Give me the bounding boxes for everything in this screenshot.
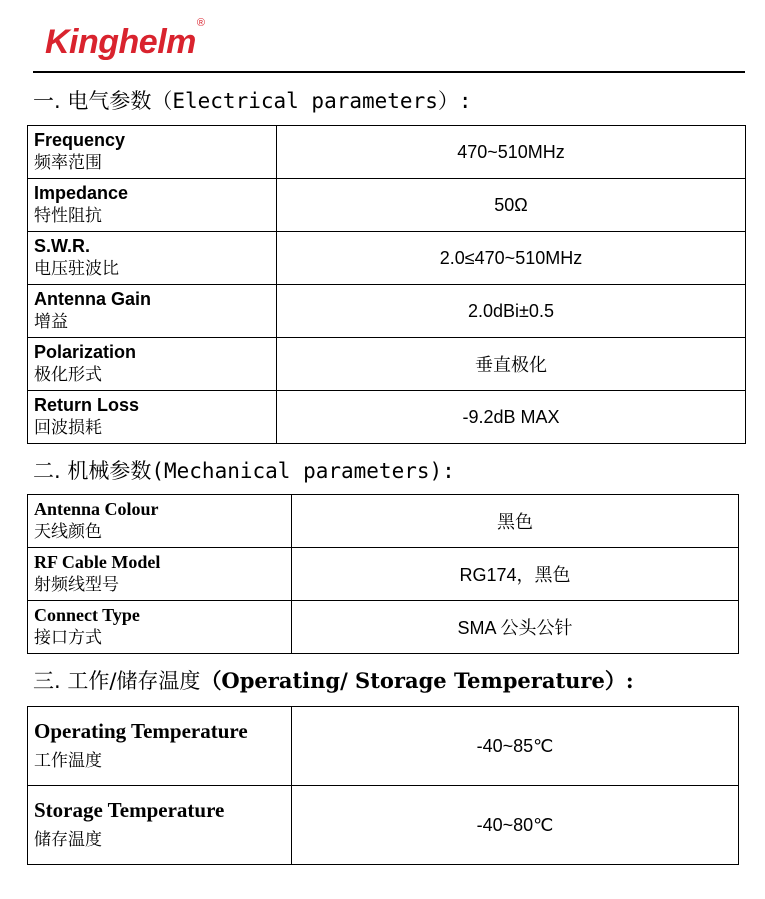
param-name-zh: 工作温度 xyxy=(34,751,102,771)
table-row xyxy=(28,391,746,444)
param-name-zh: 增益 xyxy=(34,312,68,332)
param-name-en: Antenna Gain xyxy=(34,289,152,309)
param-name-en: S.W.R. xyxy=(34,236,91,256)
param-value: 黑色 xyxy=(292,495,739,548)
param-value: RG174，黑色 xyxy=(292,548,739,601)
electrical-heading xyxy=(33,88,472,114)
temperature-heading-en: （Operating/ Storage Temperature）: xyxy=(200,668,634,693)
param-value: -40~80℃ xyxy=(292,786,739,865)
param-name-en: Impedance xyxy=(34,183,129,203)
param-name-zh: 特性阻抗 xyxy=(34,206,102,226)
electrical-heading-cn: 一. 电气参数 xyxy=(33,89,152,113)
param-value: 2.0dBi±0.5 xyxy=(277,285,746,338)
table-row xyxy=(28,786,739,865)
param-value: SMA 公头公针 xyxy=(292,601,739,654)
param-name-zh: 射频线型号 xyxy=(34,575,119,595)
param-name-zh: 频率范围 xyxy=(34,153,102,173)
param-label xyxy=(28,338,277,391)
temperature-table xyxy=(27,706,739,865)
param-name-en: Antenna Colour xyxy=(34,499,159,519)
param-name-zh: 回波损耗 xyxy=(34,418,102,438)
param-value: 470~510MHz xyxy=(277,126,746,179)
param-name-en: Connect Type xyxy=(34,605,140,625)
param-label xyxy=(28,786,292,865)
param-name-en: Return Loss xyxy=(34,395,140,415)
param-label xyxy=(28,707,292,786)
param-name-en: Polarization xyxy=(34,342,137,362)
param-value: 2.0≤470~510MHz xyxy=(277,232,746,285)
param-value: -9.2dB MAX xyxy=(277,391,746,444)
table-row xyxy=(28,495,739,548)
param-name-zh: 极化形式 xyxy=(34,365,102,385)
param-name-zh: 电压驻波比 xyxy=(34,259,119,279)
table-row xyxy=(28,232,746,285)
param-name-en: Frequency xyxy=(34,130,126,150)
header-divider xyxy=(33,71,745,73)
param-value: 垂直极化 xyxy=(277,338,746,391)
table-row xyxy=(28,548,739,601)
electrical-heading-en: （Electrical parameters）: xyxy=(151,89,472,113)
param-label xyxy=(28,548,292,601)
temperature-heading-cn: 三. 工作/储存温度 xyxy=(33,669,201,693)
param-label xyxy=(28,391,277,444)
param-value: 50Ω xyxy=(277,179,746,232)
table-row xyxy=(28,601,739,654)
param-name-en: Storage Temperature xyxy=(34,798,225,822)
param-name-zh: 储存温度 xyxy=(34,830,102,850)
kinghelm-logo xyxy=(45,17,205,62)
table-row xyxy=(28,285,746,338)
brand-name: Kinghelm xyxy=(45,23,196,61)
mechanical-heading-cn: 二. 机械参数 xyxy=(33,459,152,483)
registered-mark: ® xyxy=(196,17,205,29)
param-label xyxy=(28,495,292,548)
table-row xyxy=(28,179,746,232)
param-label xyxy=(28,126,277,179)
param-label xyxy=(28,232,277,285)
param-label xyxy=(28,601,292,654)
table-row xyxy=(28,126,746,179)
temperature-heading xyxy=(33,668,634,694)
param-name-zh: 接口方式 xyxy=(34,628,102,648)
param-name-en: Operating Temperature xyxy=(34,719,248,743)
param-value: -40~85℃ xyxy=(292,707,739,786)
table-row xyxy=(28,707,739,786)
table-row xyxy=(28,338,746,391)
mechanical-parameters-table xyxy=(27,494,739,654)
param-label xyxy=(28,285,277,338)
param-name-en: RF Cable Model xyxy=(34,552,161,572)
param-name-zh: 天线颜色 xyxy=(34,522,102,542)
param-label xyxy=(28,179,277,232)
mechanical-heading-en: (Mechanical parameters): xyxy=(151,459,455,483)
mechanical-heading xyxy=(33,458,455,484)
electrical-parameters-table xyxy=(27,125,746,444)
